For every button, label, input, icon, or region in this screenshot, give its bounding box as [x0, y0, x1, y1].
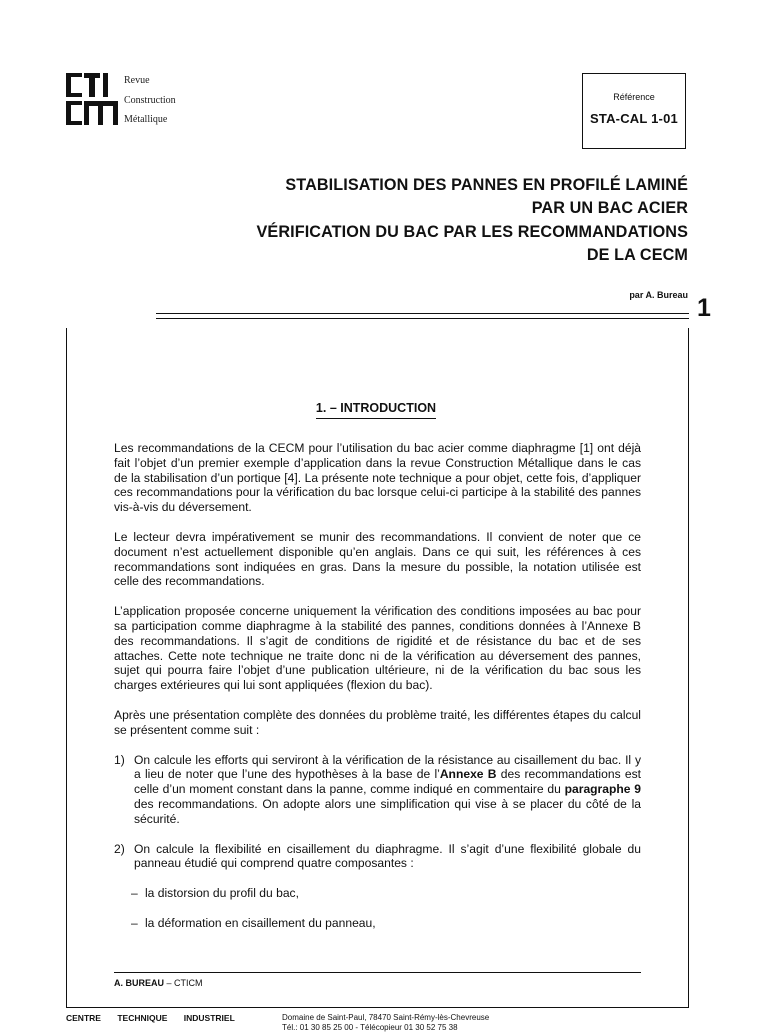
- section-heading-text: 1. – INTRODUCTION: [316, 401, 436, 419]
- reference-code: STA-CAL 1-01: [590, 111, 678, 126]
- reference-label: Référence: [613, 92, 655, 102]
- paragraph-4: Après une présentation complète des données du problème traité, les différentes étapes du calcul se présentent comme suit :: [114, 707, 641, 737]
- frame-bottom-border: [66, 1007, 689, 1008]
- section-heading: [0, 399, 752, 417]
- article-title: [128, 174, 688, 268]
- institution-word-centre: CENTRE: [66, 1013, 101, 1023]
- journal-word-construction: Construction: [124, 94, 176, 106]
- body-text: [114, 441, 641, 946]
- institution-name: [66, 1013, 249, 1023]
- list-item-1-bold-paragraphe: paragraphe 9: [564, 782, 642, 797]
- list-item-1-text-a: On calcule les efforts qui serviront à la vérification de la résistance au cisaillement du bac. Il y a lieu de noter que l’une des hypothèses à la base de l’: [134, 752, 641, 782]
- dash-item-2: [114, 916, 641, 931]
- dash-item-2-text: la déformation en cisaillement du panneau,: [145, 915, 376, 930]
- title-line-4: DE LA CECM: [586, 246, 688, 265]
- reference-box: [582, 73, 686, 149]
- institution-word-industriel: INDUSTRIEL: [183, 1013, 235, 1023]
- institution-word-technique: TECHNIQUE: [117, 1013, 168, 1023]
- page-number: 1: [697, 294, 711, 322]
- list-item-2: [114, 842, 641, 872]
- dash-item-1: [114, 886, 641, 901]
- author-line: par A. Bureau: [629, 290, 688, 300]
- journal-word-revue: Revue: [124, 75, 150, 86]
- title-line-2: PAR UN BAC ACIER: [531, 199, 688, 218]
- list-item-1-number: 1): [114, 752, 125, 767]
- dash-bullet: –: [131, 915, 138, 930]
- dash-item-1-text: la distorsion du profil du bac,: [145, 886, 299, 901]
- list-item-1: [114, 753, 641, 827]
- title-rule-top: [156, 313, 689, 314]
- title-line-1: STABILISATION DES PANNES EN PROFILÉ LAMINÉ: [285, 176, 688, 194]
- journal-name: [124, 71, 176, 130]
- journal-word-metallique: Métallique: [124, 114, 168, 125]
- title-rule-bottom: [156, 318, 689, 319]
- cticm-logo: [66, 73, 118, 125]
- paragraph-3: L’application proposée concerne uniquement la vérification des conditions imposées au bac pour sa participation comme diaphragme à la stabilité des pannes, conditions données à l’Annexe B des recommandations. Il s’agit de conditions de rigidité et de résistance du bac et de ses attaches. Cette note technique ne traite donc ni de la vérification au déversement des pannes, sujet qui pourra faire l’objet d’une publication ultérieure, ni de la vérification du bac sous les charges extérieures qui lui sont appliquées (flexion du bac).: [114, 604, 641, 693]
- paragraph-1: Les recommandations de la CECM pour l’utilisation du bac acier comme diaphragme [1] ont déjà fait l’objet d’un premier exemple d’application dans la revue Construction Métallique dans le cas de la stabilisation d’un portique [4]. La présente note technique a pour objet, cette fois, d’appliquer ces recommandations pour la vérification du bac lorsque celui-ci participe à la stabilité des pannes vis-à-vis du déversement.: [114, 441, 641, 515]
- list-item-2-text: On calcule la flexibilité en cisaillement du diaphragme. Il s’agit d’une flexibilité globale du panneau étudié qui comprend quatre composantes :: [134, 841, 641, 871]
- phone-line: Tél.: 01 30 85 25 00 - Télécopieur 01 30 52 75 38: [282, 1023, 458, 1032]
- list-item-1-bold-annexe: Annexe B: [439, 767, 497, 782]
- title-line-3: VÉRIFICATION DU BAC PAR LES RECOMMANDATIONS: [256, 222, 688, 241]
- frame-right-border: [688, 328, 689, 1008]
- paragraph-2: Le lecteur devra impérativement se munir des recommandations. Il convient de noter que ce document n’est actuellement disponible qu’en anglais. Dans ce qui suit, les références à ces recommandations sont indiquées en gras. Dans la mesure du possible, la notation utilisée est celle des recommandations.: [114, 529, 641, 589]
- list-item-1-text-b: des recommandations est celle d’un moment constant dans la panne, comme indiqué en commentaire du: [134, 767, 641, 797]
- list-item-1-text-c: des recommandations. On adopte alors une simplification qui vise à se placer du côté de la sécurité.: [134, 796, 641, 826]
- footnote-author: [114, 978, 203, 988]
- footnote-author-org: – CTICM: [164, 978, 203, 988]
- footnote-rule: [114, 972, 641, 973]
- address-line: Domaine de Saint-Paul, 78470 Saint-Rémy-lès-Chevreuse: [282, 1013, 490, 1022]
- dash-bullet: –: [131, 886, 138, 901]
- frame-left-border: [66, 328, 67, 1008]
- institution-address: [282, 1013, 489, 1033]
- footnote-author-name: A. BUREAU: [114, 978, 165, 988]
- list-item-2-number: 2): [114, 841, 125, 856]
